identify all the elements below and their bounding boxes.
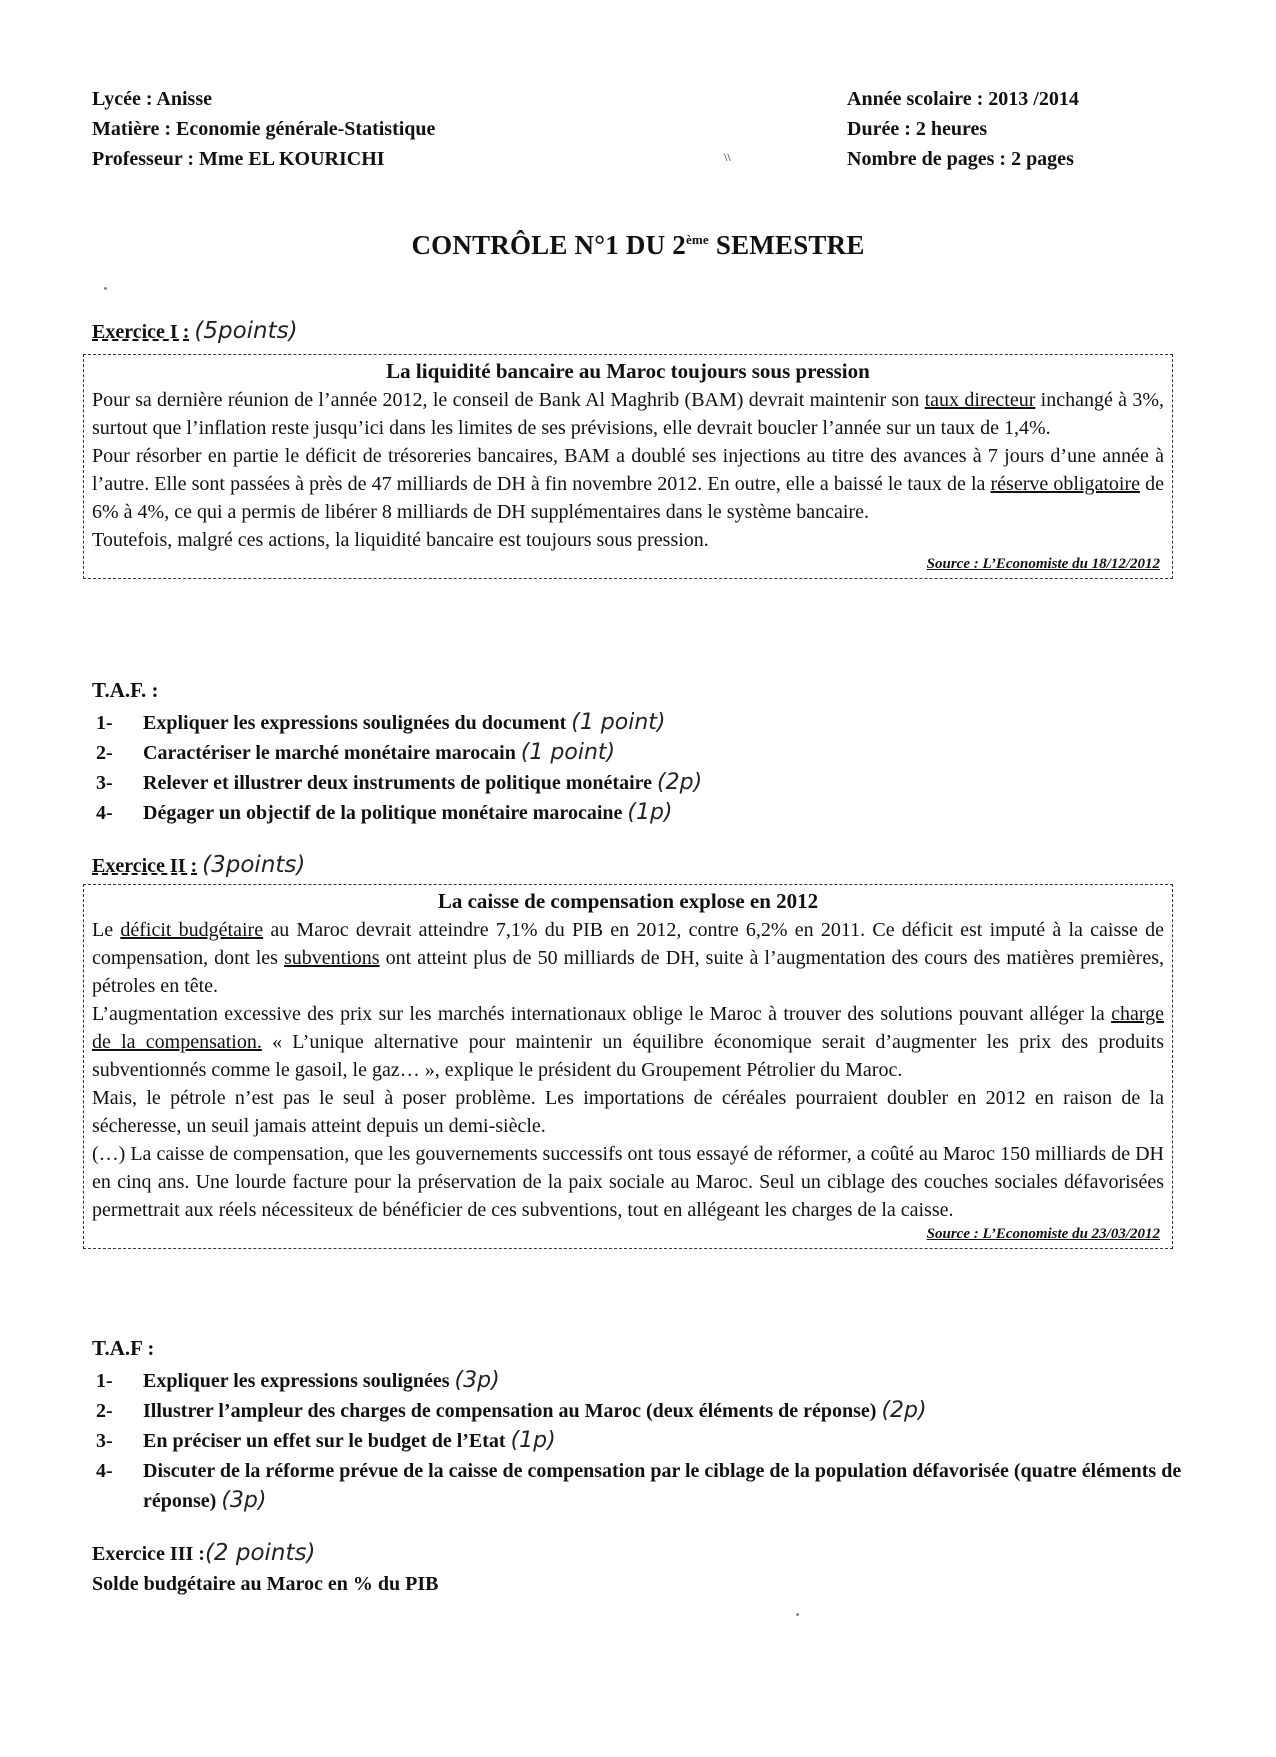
duration: Durée : 2 heures bbox=[847, 118, 988, 140]
title-end: SEMESTRE bbox=[708, 230, 865, 260]
exercise-1-label: Exercice I : bbox=[92, 321, 190, 343]
exercise-3-points: (2 points) bbox=[204, 1540, 316, 1566]
ex1-p1-text-a: Pour sa dernière réunion de l’année 2012, le conseil de Bank Al Maghrib (BAM) devrait maintenir son bbox=[92, 389, 925, 411]
question-points: (1 point) bbox=[571, 710, 666, 735]
page-count: Nombre de pages : 2 pages bbox=[847, 148, 1074, 170]
exercise-1-source: Source : L’Economiste du 18/12/2012 bbox=[926, 556, 1160, 572]
exercise-1-paragraph-2 bbox=[92, 442, 1164, 526]
title-sup: ème bbox=[685, 232, 709, 247]
exercise-3-subtitle: Solde budgétaire au Maroc en % du PIB bbox=[92, 1573, 439, 1595]
question-item bbox=[96, 1426, 1196, 1456]
exercise-2-source: Source : L’Economiste du 23/03/2012 bbox=[926, 1226, 1160, 1242]
exercise-2-questions bbox=[96, 1366, 1196, 1516]
question-text: Illustrer l’ampleur des charges de compensation au Maroc (deux éléments de réponse) bbox=[143, 1400, 877, 1422]
scan-speck bbox=[104, 287, 107, 290]
ex2-p1-text-c: ont atteint plus de 50 milliards de DH, suite à l’augmentation des cours des matières premières, pétroles en tête. bbox=[92, 947, 1164, 997]
question-points: (2p) bbox=[881, 1398, 927, 1423]
question-points: (1p) bbox=[510, 1428, 556, 1453]
question-text: Relever et illustrer deux instruments de politique monétaire bbox=[143, 772, 653, 794]
exercise-1-questions bbox=[96, 708, 1196, 828]
question-text: Discuter de la réforme prévue de la caisse de compensation par le ciblage de la population défavorisée (quatre éléments de réponse) bbox=[143, 1460, 1182, 1512]
ex2-underlined-charge-compensation: charge de la compensation. bbox=[92, 1003, 1164, 1053]
ex1-p2-text-b: de 6% à 4%, ce qui a permis de libérer 8 milliards de DH supplémentaires dans le système bancaire. bbox=[92, 473, 1164, 523]
question-item bbox=[96, 708, 1196, 738]
page-title bbox=[0, 230, 1276, 261]
question-text: En préciser un effet sur le budget de l’Etat bbox=[143, 1430, 506, 1452]
ex1-underlined-reserve-obligatoire: réserve obligatoire bbox=[990, 473, 1140, 495]
scan-mark: \\ bbox=[724, 150, 731, 164]
exercise-1-doc-title: La liquidité bancaire au Maroc toujours sous pression bbox=[386, 359, 870, 383]
question-item bbox=[96, 1396, 1196, 1426]
ex2-underlined-deficit-budgetaire: déficit budgétaire bbox=[120, 919, 264, 941]
question-number: 1- bbox=[96, 712, 113, 734]
exercise-1-paragraph-3: Toutefois, malgré ces actions, la liquidité bancaire est toujours sous pression. bbox=[92, 529, 709, 551]
question-item bbox=[96, 1366, 1196, 1396]
ex2-p1-text-b: au Maroc devrait atteindre 7,1% du PIB en 2012, contre 6,2% en 2011. Ce déficit est imputé à la caisse de compensation, dont les bbox=[92, 919, 1165, 969]
exercise-2-label: Exercice II : bbox=[92, 855, 198, 877]
ex1-p1-text-b: inchangé à 3%, surtout que l’inflation reste jusqu’ici dans les limites de ses prévisions, elle devrait boucler l’année sur un taux de 1,4%. bbox=[92, 389, 1165, 439]
exercise-1-taf: T.A.F. : bbox=[92, 678, 159, 702]
question-number: 4- bbox=[96, 802, 113, 824]
school-name: Lycée : Anisse bbox=[92, 88, 212, 110]
exercise-1-document bbox=[83, 354, 1173, 579]
exercise-2-doc-title: La caisse de compensation explose en 2012 bbox=[437, 889, 819, 913]
teacher: Professeur : Mme EL KOURICHI bbox=[92, 148, 385, 170]
header-left bbox=[92, 84, 435, 174]
question-number: 2- bbox=[96, 742, 113, 764]
question-text: Caractériser le marché monétaire marocain bbox=[143, 742, 516, 764]
question-text: Dégager un objectif de la politique monétaire marocaine bbox=[143, 802, 623, 824]
question-points: (1 point) bbox=[520, 740, 616, 765]
exercise-2-taf: T.A.F : bbox=[92, 1336, 155, 1360]
exercise-2-points: (3points) bbox=[202, 852, 306, 878]
subject: Matière : Economie générale-Statistique bbox=[92, 118, 436, 140]
ex1-underlined-taux-directeur: taux directeur bbox=[924, 389, 1036, 411]
exercise-1-points: (5points) bbox=[194, 318, 298, 344]
question-item bbox=[96, 798, 1196, 828]
question-points: (1p) bbox=[627, 800, 673, 825]
question-item bbox=[96, 1456, 1196, 1516]
exercise-1-heading bbox=[92, 318, 298, 344]
ex2-underlined-subventions: subventions bbox=[284, 947, 380, 969]
question-number: 2- bbox=[96, 1400, 113, 1422]
question-text: Expliquer les expressions soulignées du document bbox=[143, 712, 567, 734]
question-number: 3- bbox=[96, 772, 113, 794]
question-number: 1- bbox=[96, 1370, 113, 1392]
question-item bbox=[96, 738, 1196, 768]
header-right bbox=[847, 84, 1079, 174]
question-number: 4- bbox=[96, 1460, 113, 1482]
question-points: (3p) bbox=[221, 1488, 267, 1513]
exercise-3 bbox=[92, 1538, 439, 1599]
school-year: Année scolaire : 2013 /2014 bbox=[847, 88, 1079, 110]
question-number: 3- bbox=[96, 1430, 113, 1452]
question-points: (2p) bbox=[657, 770, 703, 795]
ex2-p2-text-a: L’augmentation excessive des prix sur les marchés internationaux oblige le Maroc à trouver des solutions pouvant alléger la bbox=[92, 1003, 1112, 1025]
title-main: CONTRÔLE N°1 DU 2 bbox=[411, 230, 686, 260]
question-points: (3p) bbox=[454, 1368, 500, 1393]
exercise-1-paragraph-1 bbox=[92, 386, 1164, 442]
exercise-2-paragraph-4: (…) La caisse de compensation, que les gouvernements successifs ont tous essayé de réformer, a coûté au Maroc 150 milliards de DH en cinq ans. Une lourde facture pour la préservation de la paix sociale au Maroc. Seul un ciblage des couches sociales défavorisées permettrait aux réels nécessiteux de bénéficier de ces subventions, tout en allégeant les charges de la caisse. bbox=[92, 1143, 1164, 1221]
question-text: Expliquer les expressions soulignées bbox=[143, 1370, 450, 1392]
exercise-2-paragraph-3: Mais, le pétrole n’est pas le seul à poser problème. Les importations de céréales pourraient doubler en 2012 en raison de la sécheresse, un seuil jamais atteint depuis un demi-siècle. bbox=[92, 1087, 1164, 1137]
exercise-2-paragraph-2 bbox=[92, 1000, 1164, 1084]
exercise-2-paragraph-1 bbox=[92, 916, 1164, 1000]
exercise-3-heading bbox=[92, 1538, 439, 1569]
ex2-p1-text-a: Le bbox=[92, 919, 121, 941]
exercise-3-label: Exercice III : bbox=[92, 1543, 205, 1565]
exercise-2-document bbox=[83, 884, 1173, 1249]
question-item bbox=[96, 768, 1196, 798]
scan-speck bbox=[796, 1613, 799, 1616]
ex1-p2-text-a: Pour résorber en partie le déficit de trésoreries bancaires, BAM a doublé ses injections au titre des avances à 7 jours d’une année à l’autre. Elle sont passées à près de 47 milliards de DH à fin novembre 2012. En outre, elle a baissé le taux de la bbox=[92, 445, 1164, 495]
ex2-p2-text-b: « L’unique alternative pour maintenir un équilibre économique serait d’augmenter les prix des produits subventionnés comme le gasoil, le gaz… », explique le président du Groupement Pétrolier du Maroc. bbox=[92, 1031, 1164, 1081]
exercise-2-heading bbox=[92, 852, 305, 878]
